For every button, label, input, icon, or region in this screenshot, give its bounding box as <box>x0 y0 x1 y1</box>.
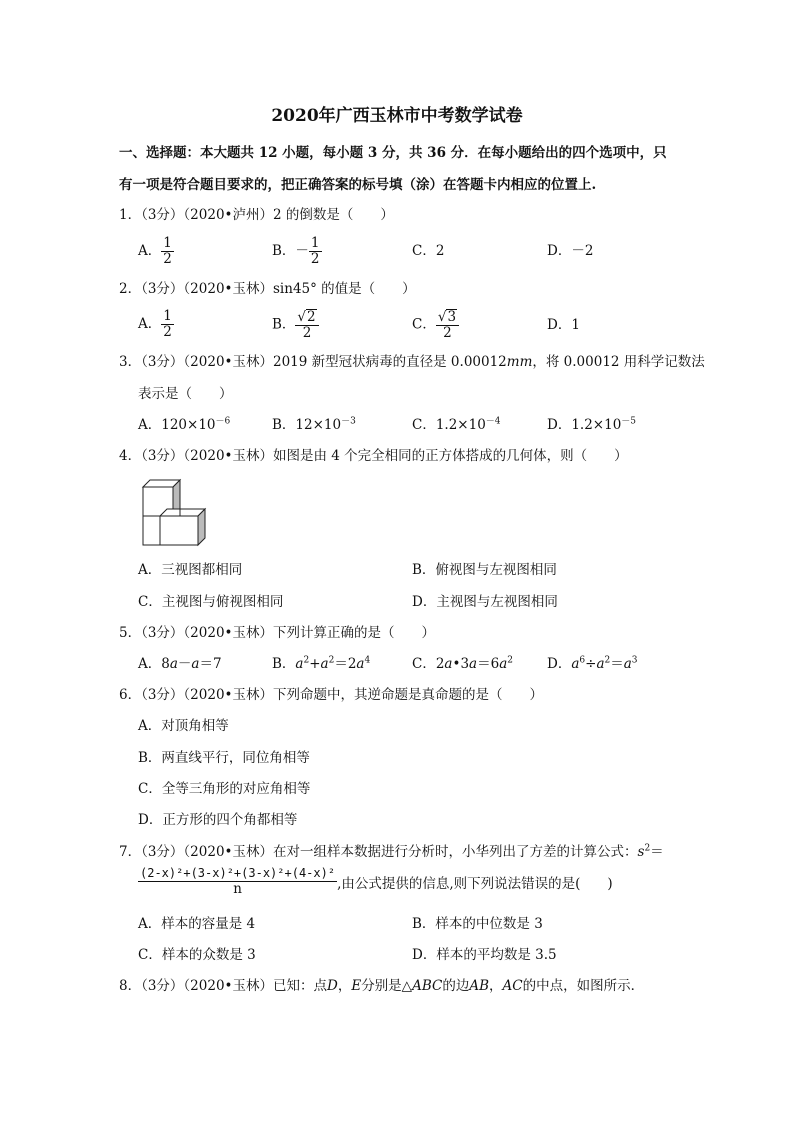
question-3-option-d: D．$1.2\times 10^{-5}$ <box>547 416 637 433</box>
question-1-option-d: D．－2 <box>547 243 594 259</box>
variance-formula: $\frac{\text{(2-x)²+(3-x)²+(3-x)²+(4-x)²}}{n}$ ,由公式提供的信息,则下列说法错误的是( ) <box>140 866 613 897</box>
question-1-option-a: A． $\frac{1}{2}$ <box>138 235 172 267</box>
question-2-option-b: B． $\frac{√2}{2}$ <box>272 309 319 341</box>
question-5-option-c: C．$2a•3a=6a^2$ <box>412 655 513 672</box>
question-2-option-a: A． $\frac{1}{2}$ <box>138 308 172 340</box>
question-4-option-c: C．主视图与俯视图相同 <box>138 594 284 610</box>
question-3-option-a: A．$120\times 10^{-6}$ <box>138 416 231 433</box>
question-5-option-d: D．$a^6\div a^2=a^3$ <box>547 655 638 672</box>
question-4-stem: 4．（3分）（2020•玉林）如图是由 4 个完全相同的正方体搭成的几何体，则（ ） <box>119 448 628 464</box>
question-5-option-a: A．8a－a＝7 <box>138 656 222 672</box>
question-2-option-d: D．1 <box>547 317 580 333</box>
question-6-option-c: C．全等三角形的对应角相等 <box>138 781 311 797</box>
question-3-stem-line1: 3．（3分）（2020•玉林）2019 新型冠状病毒的直径是 0.00012mm，将 0.00012 用科学记数法 <box>119 354 705 370</box>
fraction: $\frac{1}{2}$ <box>163 235 172 267</box>
question-2-option-c: C． $\frac{√3}{2}$ <box>412 309 459 341</box>
question-6-stem: 6．（3分）（2020•玉林）下列命题中，其逆命题是真命题的是（ ） <box>119 687 543 703</box>
question-1-option-c: C．2 <box>412 243 445 259</box>
question-1-option-b: B．－ $\frac{1}{2}$ <box>272 235 320 267</box>
question-4-option-d: D．主视图与左视图相同 <box>412 594 558 610</box>
fraction: $\frac{1}{2}$ <box>163 308 172 340</box>
question-5-option-b: B．$a^2+a^2=2a^4$ <box>272 655 371 672</box>
question-2-stem: 2．（3分）（2020•玉林）sin45° 的值是（ ） <box>119 281 416 297</box>
section-instructions-line2: 有一项是符合题目要求的，把正确答案的标号填（涂）在答题卡内相应的位置上. <box>119 177 597 193</box>
question-8-stem: 8．（3分）（2020•玉林）已知：点D，E分别是△ABC的边AB，AC的中点，如图所示． <box>119 978 645 994</box>
question-6-option-d: D．正方形的四个角都相等 <box>138 812 298 828</box>
question-7-option-b: B．样本的中位数是 3 <box>412 916 543 932</box>
fraction: $\frac{√2}{2}$ <box>295 309 318 341</box>
question-6-option-b: B．两直线平行，同位角相等 <box>138 750 310 766</box>
page-title: 2020年广西玉林市中考数学试卷 <box>271 106 523 126</box>
cube-solid-figure <box>138 477 210 549</box>
fraction: $\frac{√3}{2}$ <box>436 309 459 341</box>
question-3-option-c: C．$1.2\times 10^{-4}$ <box>412 416 501 433</box>
question-7-stem-line1: 7．（3分）（2020•玉林）在对一组样本数据进行分析时，小华列出了方差的计算公式：$s^2=$ <box>119 843 664 860</box>
question-4-option-b: B．俯视图与左视图相同 <box>412 562 557 578</box>
fraction: $\frac{\text{(2-x)²+(3-x)²+(3-x)²+(4-x)²}}{n}$ <box>140 866 336 897</box>
fraction: $\frac{1}{2}$ <box>310 235 320 267</box>
question-1-stem: 1．（3分）（2020•泸州）2 的倒数是（ ） <box>119 207 394 223</box>
question-7-option-a: A．样本的容量是 4 <box>138 916 256 932</box>
question-6-option-a: A．对顶角相等 <box>138 718 229 734</box>
question-7-option-c: C．样本的众数是 3 <box>138 947 256 963</box>
question-3-stem-line2: 表示是（ ） <box>138 386 233 402</box>
question-4-option-a: A．三视图都相同 <box>138 562 243 578</box>
question-5-stem: 5．（3分）（2020•玉林）下列计算正确的是（ ） <box>119 625 435 641</box>
section-instructions-line1: 一、选择题：本大题共 12 小题，每小题 3 分，共 36 分．在每小题给出的四个选项中，只 <box>119 145 667 161</box>
question-3-option-b: B．$12\times 10^{-3}$ <box>272 416 356 433</box>
question-7-option-d: D．样本的平均数是 3.5 <box>412 947 557 963</box>
